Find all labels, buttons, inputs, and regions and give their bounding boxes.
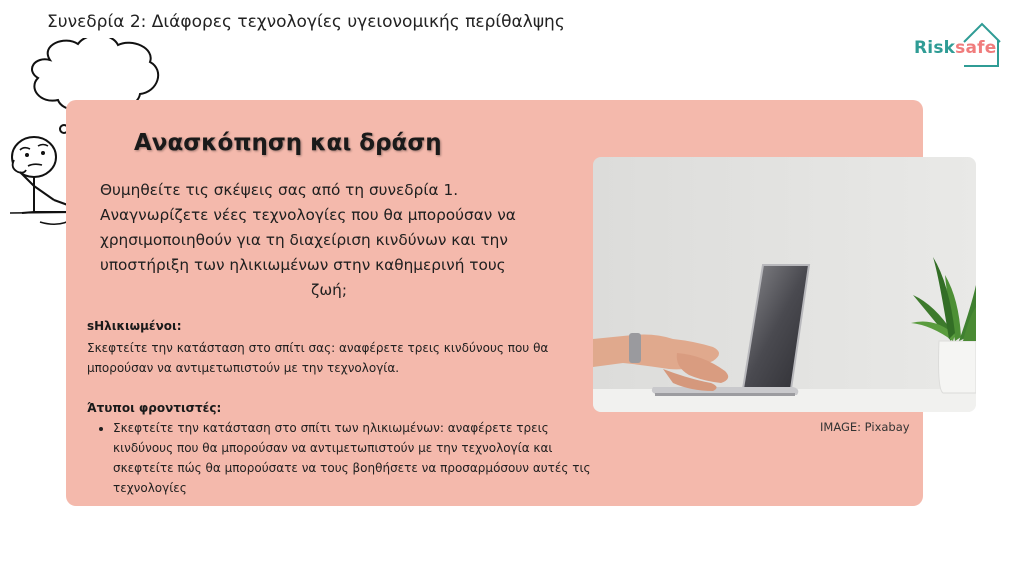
question-line: χρησιμοποιηθούν για τη διαχείριση κινδύνων και την [100, 231, 508, 249]
question-line: υποστήριξη των ηλικιωμένων στην καθημερινή τους [100, 256, 506, 274]
image-credit: IMAGE: Pixabay [820, 420, 910, 434]
laptop-typing-photo [593, 157, 976, 412]
card-heading: Ανασκόπηση και δράση [134, 130, 442, 156]
logo-wordmark [914, 38, 996, 58]
logo-word-risk: Risk [914, 38, 956, 58]
risksafe-logo [912, 20, 1008, 70]
logo-word-safe: safe [955, 38, 997, 58]
reflection-question [100, 178, 580, 303]
question-line: Θυμηθείτε τις σκέψεις σας από τη συνεδρία 1. [100, 181, 459, 199]
elderly-text: Σκεφτείτε την κατάσταση στο σπίτι σας: αναφέρετε τρεις κινδύνους που θα μπορούσαν να αντιμετωπιστούν με την τεχνολογία. [87, 341, 549, 375]
carers-list-item: • Σκεφτείτε την κατάσταση στο σπίτι των ηλικιωμένων: αναφέρετε τρεις κινδύνους που θα μπορούσαν να αντιμετωπιστούν με την τεχνολογία και σκεφτείτε πώς θα μπορούσατε να τους βοηθήσετε να προσαρμόσουν αυτές τις τεχνολογίες [113, 418, 603, 498]
session-title: Συνεδρία 2: Διάφορες τεχνολογίες υγειονομικής περίθαλψης [47, 12, 565, 32]
carers-list [97, 418, 603, 498]
question-line: Αναγνωρίζετε νέες τεχνολογίες που θα μπορούσαν να [100, 206, 516, 224]
question-line: ζωή; [311, 281, 347, 299]
elderly-label: sΗλικιωμένοι: [87, 319, 182, 333]
carers-label: Άτυποι φροντιστές: [87, 401, 222, 415]
